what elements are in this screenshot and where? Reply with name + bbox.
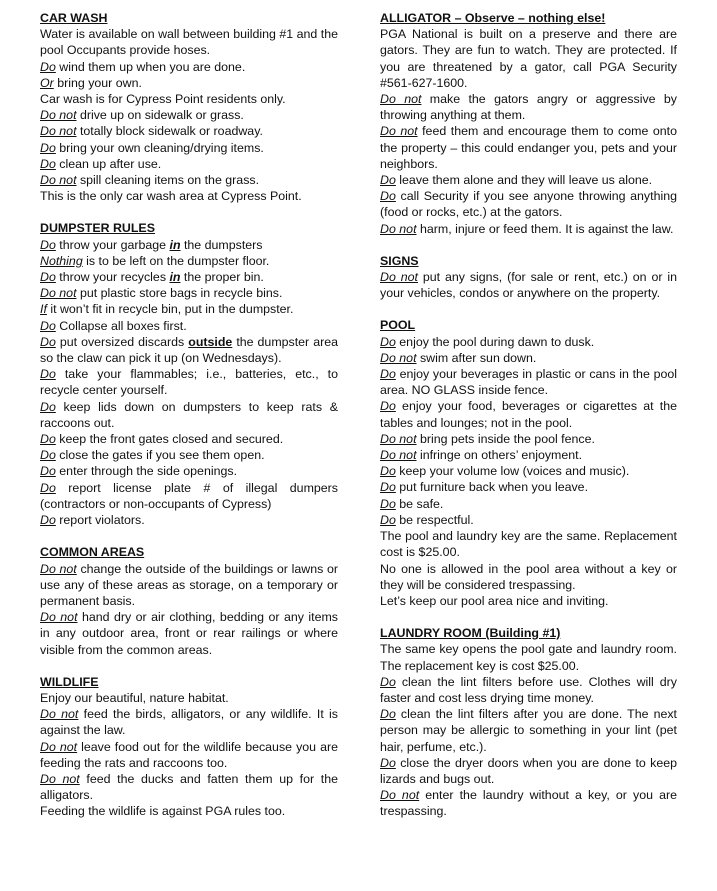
rule-text: Water is available on wall between building #1 and the pool Occupants provide hoses.	[40, 27, 338, 58]
section-signs	[380, 253, 677, 302]
rule-line	[380, 26, 677, 91]
rule-text: close the gates if you see them open.	[55, 448, 265, 463]
rule-keyword: Do	[380, 367, 396, 382]
rule-text: leave food out for the wildlife because you are feeding the rats and raccoons too.	[40, 739, 338, 770]
rule-line	[40, 91, 338, 107]
rule-text: bring your own.	[53, 75, 142, 90]
rule-text: enjoy the pool during dawn to dusk.	[395, 334, 595, 349]
rule-keyword: Do	[40, 513, 56, 528]
rule-line	[380, 593, 677, 609]
section-car-wash	[40, 10, 338, 204]
rule-line	[40, 75, 338, 91]
rule-text: enter through the side openings.	[55, 464, 238, 479]
rule-line	[380, 221, 677, 237]
rule-line	[40, 172, 338, 188]
rule-text: be safe.	[395, 496, 444, 511]
rule-line	[40, 706, 338, 738]
rule-line	[380, 496, 677, 512]
rule-text: Collapse all boxes first.	[55, 318, 187, 333]
rule-keyword: Do not	[40, 739, 78, 754]
rule-line	[380, 706, 677, 755]
rule-line	[40, 447, 338, 463]
rule-line	[380, 479, 677, 495]
rule-text: put any signs, (for sale or rent, etc.) on or in your vehicles, condos or anywhere on the property.	[380, 270, 678, 301]
rule-keyword: in	[169, 270, 181, 285]
rule-keyword: Do not	[40, 108, 77, 123]
rule-text: keep the front gates closed and secured.	[55, 432, 284, 447]
rule-line	[40, 739, 338, 771]
section-heading: COMMON AREAS	[40, 545, 145, 560]
rule-line	[380, 512, 677, 528]
rule-line	[40, 26, 338, 58]
rule-keyword: Do	[380, 464, 396, 479]
rule-text: be respectful.	[395, 512, 474, 527]
rule-line	[380, 172, 677, 188]
rule-text: enter the laundry without a key, or you are trespassing.	[380, 788, 677, 819]
rule-text: Car wash is for Cypress Point residents only.	[40, 92, 286, 107]
rule-text: bring your own cleaning/drying items.	[55, 140, 264, 155]
rule-keyword: Do not	[40, 173, 77, 188]
rule-keyword: Do	[40, 464, 56, 479]
rule-keyword: Do not	[380, 270, 418, 285]
rule-line	[380, 787, 677, 819]
section-heading: CAR WASH	[40, 11, 108, 25]
rule-keyword: Do	[40, 156, 56, 171]
rule-line	[380, 561, 677, 593]
rule-line	[40, 107, 338, 123]
rule-keyword: Do	[40, 318, 56, 333]
rule-text: the dumpster area so the claw can pick it up (on Wednesdays).	[40, 334, 338, 366]
section-common-areas	[40, 544, 338, 657]
rule-line	[40, 156, 338, 172]
rule-line	[40, 561, 338, 610]
rule-line	[40, 431, 338, 447]
rule-line	[380, 463, 677, 479]
rule-keyword: Do not	[380, 350, 417, 365]
rule-keyword: Do	[380, 755, 396, 770]
rule-text: enjoy your food, beverages or cigarettes at the tables and lounges; not in the pool.	[380, 399, 677, 430]
rule-line	[40, 285, 338, 301]
rule-line	[380, 91, 677, 123]
rule-text: throw your garbage	[55, 237, 170, 252]
rule-text: harm, injure or feed them. It is against the law.	[416, 221, 674, 236]
section-laundry-room-building-1	[380, 625, 677, 819]
rule-keyword: Do not	[380, 92, 422, 107]
rule-keyword: If	[40, 302, 47, 317]
rule-keyword: Do	[40, 140, 56, 155]
rule-line	[40, 334, 338, 366]
rule-line	[380, 123, 677, 172]
rule-text: Let’s keep our pool area nice and inviting.	[380, 593, 609, 608]
rule-text: feed the birds, alligators, or any wildlife. It is against the law.	[40, 707, 339, 738]
rule-line	[40, 140, 338, 156]
left-column	[40, 10, 338, 836]
rule-text: The same key opens the pool gate and laundry room. The replacement key is cost $25.00.	[380, 642, 677, 673]
rule-line	[380, 398, 677, 430]
rule-text: swim after sun down.	[416, 350, 537, 365]
rule-text: hand dry or air clothing, bedding or any items in any outdoor area, front or rear railings or where visible from the common areas.	[40, 610, 338, 657]
section-wildlife	[40, 674, 338, 820]
rule-text: put oversized discards	[55, 334, 189, 349]
rule-keyword: Do	[40, 270, 56, 285]
rule-text: feed the ducks and fatten them up for the alligators.	[40, 771, 338, 803]
rule-keyword: Do	[380, 496, 396, 511]
rule-line	[40, 59, 338, 75]
rule-keyword: outside	[188, 334, 233, 349]
section-heading: DUMPSTER RULES	[40, 221, 155, 236]
rule-line	[40, 690, 338, 706]
rule-keyword: Do	[40, 432, 56, 447]
rule-keyword: Nothing	[40, 253, 83, 268]
rule-text: take your flammables; i.e., batteries, etc., to recycle center yourself.	[40, 367, 338, 398]
rule-keyword: Do	[40, 480, 56, 495]
rule-keyword: Do	[380, 334, 396, 349]
rule-text: leave them alone and they will leave us alone.	[395, 173, 653, 188]
rule-line	[40, 123, 338, 139]
rule-line	[40, 366, 338, 398]
rule-text: drive up on sidewalk or grass.	[76, 108, 244, 123]
rule-text: No one is allowed in the pool area without a key or they will be considered trespassing.	[380, 561, 677, 592]
rule-text: the dumpsters	[180, 237, 263, 252]
rule-keyword: Do	[40, 448, 56, 463]
rule-line	[40, 301, 338, 317]
rule-keyword: Do not	[40, 610, 78, 625]
rule-line	[380, 674, 677, 706]
rule-keyword: Do not	[40, 124, 77, 139]
rule-text: close the dryer doors when you are done to keep lizards and bugs out.	[380, 755, 677, 786]
rule-line	[40, 463, 338, 479]
rule-keyword: Do not	[380, 448, 417, 463]
section-heading: ALLIGATOR – Observe – nothing else!	[380, 11, 606, 25]
right-column	[380, 10, 677, 836]
rule-keyword: Do	[40, 334, 56, 349]
rule-text: change the outside of the buildings or lawns or use any of these areas as storage, on a temporary or permanent basis.	[40, 561, 338, 608]
rule-line	[40, 512, 338, 528]
rule-text: clean up after use.	[55, 156, 162, 171]
rule-line	[380, 350, 677, 366]
section-pool	[380, 317, 677, 609]
rule-text: report license plate # of illegal dumpers (contractors or non-occupants of Cypress)	[40, 480, 338, 511]
rule-text: wind them up when you are done.	[55, 59, 246, 74]
rule-keyword: Do	[380, 707, 396, 722]
rule-keyword: Do not	[380, 788, 420, 803]
rule-text: put furniture back when you leave.	[395, 480, 589, 495]
rule-text: bring pets inside the pool fence.	[416, 431, 595, 446]
rule-text: clean the lint filters before use. Clothes will dry faster and cost less drying time money.	[380, 674, 677, 705]
rule-line	[40, 771, 338, 803]
rule-text: put plastic store bags in recycle bins.	[76, 286, 283, 301]
rule-line	[380, 755, 677, 787]
rule-line	[380, 431, 677, 447]
rule-text: infringe on others’ enjoyment.	[416, 448, 583, 463]
rule-text: it won’t fit in recycle bin, put in the dumpster.	[46, 302, 294, 317]
rule-line	[380, 641, 677, 673]
rule-keyword: Do	[40, 399, 56, 414]
rule-text: feed them and encourage them to come onto the property – this could endanger you, pets and your neighbors.	[380, 124, 677, 171]
rule-line	[40, 803, 338, 819]
rule-text: keep lids down on dumpsters to keep rats & raccoons out.	[40, 399, 338, 430]
rule-keyword: Do not	[40, 771, 80, 786]
section-heading: WILDLIFE	[40, 674, 99, 689]
rule-text: throw your recycles	[55, 270, 170, 285]
rule-text: Enjoy our beautiful, nature habitat.	[40, 690, 229, 705]
rule-keyword: Or	[40, 75, 54, 90]
rule-line	[40, 188, 338, 204]
rule-keyword: Do not	[40, 707, 79, 722]
section-heading: SIGNS	[380, 253, 419, 268]
rule-keyword: Do	[380, 399, 396, 414]
rule-text: call Security if you see anyone throwing anything (food or rocks, etc.) at the gators.	[380, 189, 677, 220]
rule-text: make the gators angry or aggressive by throwing anything at them.	[380, 92, 677, 123]
rule-text: the proper bin.	[180, 270, 264, 285]
rule-line	[40, 318, 338, 334]
rule-keyword: Do	[40, 367, 56, 382]
rule-text: is to be left on the dumpster floor.	[82, 253, 270, 268]
rule-text: clean the lint filters after you are done. The next person may be allergic to something in your lint (pet hair, perfume, etc.).	[380, 707, 677, 754]
rule-text: The pool and laundry key are the same. Replacement cost is $25.00.	[380, 529, 677, 560]
section-dumpster-rules	[40, 220, 338, 528]
rule-keyword: Do not	[40, 561, 77, 576]
rule-text: spill cleaning items on the grass.	[76, 173, 260, 188]
section-heading: POOL	[380, 318, 416, 333]
rule-keyword: Do not	[40, 286, 77, 301]
rule-line	[380, 188, 677, 220]
rule-text: This is the only car wash area at Cypress Point.	[40, 189, 302, 204]
rule-keyword: Do	[380, 173, 396, 188]
rule-keyword: Do not	[380, 221, 417, 236]
rule-keyword: Do	[380, 674, 396, 689]
rule-text: Feeding the wildlife is against PGA rules too.	[40, 804, 286, 819]
rule-text: totally block sidewalk or roadway.	[76, 124, 263, 139]
rule-line	[40, 269, 338, 285]
rule-keyword: Do not	[380, 431, 417, 446]
rule-text: keep your volume low (voices and music).	[395, 464, 630, 479]
rule-keyword: Do	[380, 189, 396, 204]
rule-text: report violators.	[55, 513, 145, 528]
rule-line	[380, 334, 677, 350]
rule-keyword: in	[169, 237, 181, 252]
rule-text: enjoy your beverages in plastic or cans in the pool area. NO GLASS inside fence.	[380, 367, 677, 398]
rule-line	[380, 366, 677, 398]
rule-keyword: Do	[40, 59, 56, 74]
rule-text: PGA National is built on a preserve and there are gators. They are fun to watch. They are protected. If you are threatened by a gator, call PGA Security #561-627-1600.	[380, 27, 677, 90]
rule-line	[40, 399, 338, 431]
rule-keyword: Do	[40, 237, 56, 252]
rule-line	[380, 447, 677, 463]
rule-keyword: Do not	[380, 124, 418, 139]
rule-keyword: Do	[380, 480, 396, 495]
rule-keyword: Do	[380, 512, 396, 527]
section-heading: LAUNDRY ROOM (Building #1)	[380, 626, 561, 641]
rule-line	[380, 269, 677, 301]
rule-line	[40, 609, 338, 658]
rule-line	[40, 480, 338, 512]
rule-line	[40, 253, 338, 269]
rule-line	[380, 528, 677, 560]
rule-line	[40, 237, 338, 253]
section-alligator-observe-nothing-else	[380, 10, 677, 237]
